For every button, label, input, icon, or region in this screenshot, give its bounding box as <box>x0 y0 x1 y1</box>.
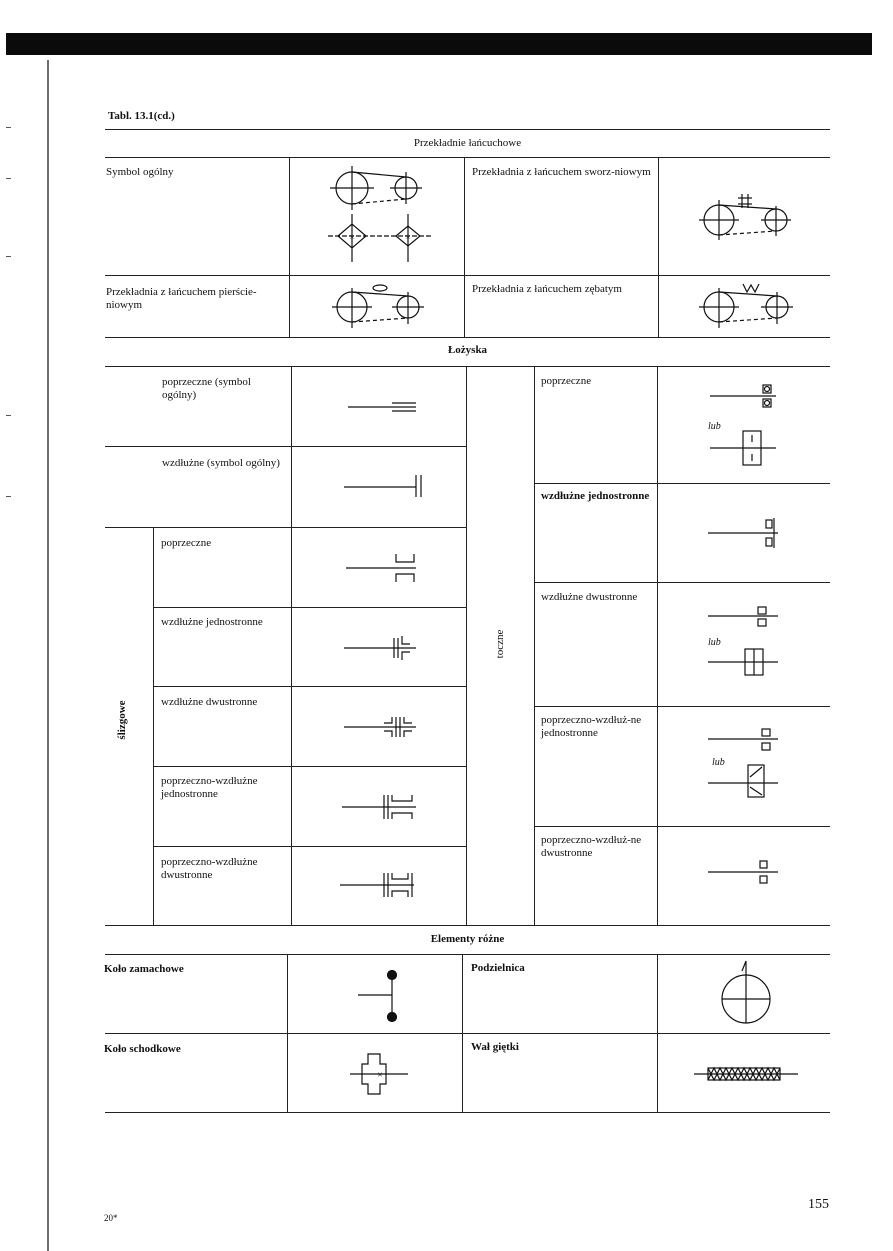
label-chain-pin: Przekładnia z łańcuchem sworz-niowym <box>472 166 651 178</box>
label-step-wheel: Koło schodkowe <box>104 1043 181 1055</box>
symbol-sliding-axial-single <box>292 608 466 686</box>
label-sliding-axial-double: wzdłużne dwustronne <box>161 696 258 708</box>
chain-general-symbol <box>290 158 464 275</box>
symbol-axial-general <box>292 447 466 527</box>
rule <box>105 925 830 926</box>
svg-text:×: × <box>349 232 355 242</box>
symbol-sliding-radial-axial-single <box>292 767 466 846</box>
svg-text:×: × <box>377 1070 383 1081</box>
section-title-chains: Przekładnie łańcuchowe <box>413 137 522 149</box>
margin-mark <box>6 178 11 179</box>
or-word: lub <box>708 421 721 432</box>
label-rolling-axial-double: wzdłużne dwustronne <box>541 591 638 603</box>
label-sliding: ślizgowe <box>116 700 128 740</box>
margin-mark <box>6 256 11 257</box>
or-word: lub <box>712 757 725 768</box>
label-rolling-axial-single: wzdłużne jednostronne <box>541 490 650 502</box>
symbol-radial-general <box>292 367 466 446</box>
label-flywheel: Koło zamachowe <box>104 963 184 975</box>
page-number: 155 <box>808 1197 829 1212</box>
symbol-divider <box>658 955 830 1033</box>
symbol-flexible-shaft <box>658 1034 830 1112</box>
symbol-flywheel <box>288 955 462 1033</box>
symbol-rolling-radial-axial-double <box>658 827 830 925</box>
col-rule <box>534 366 535 925</box>
label-sliding-radial-axial-double: poprzeczno-wzdłużne dwustronne <box>161 856 258 881</box>
symbol-rolling-radial-axial-single <box>658 707 830 826</box>
label-chain-ring: Przekładnia z łańcuchem pierście-niowym <box>106 286 257 311</box>
col-rule <box>153 527 154 925</box>
col-rule <box>464 157 465 337</box>
symbol-rolling-radial <box>658 367 830 483</box>
chain-pin-symbol <box>659 158 830 275</box>
symbol-sliding-radial-axial-double <box>292 847 466 925</box>
margin-mark <box>6 496 11 497</box>
scan-top-bar <box>6 33 872 55</box>
col-rule <box>466 366 467 925</box>
label-rolling-radial-axial-double: poprzeczno-wzdłuż-ne dwustronne <box>541 834 642 859</box>
page-left-edge <box>47 60 49 1251</box>
label-sliding-radial: poprzeczne <box>161 537 212 549</box>
svg-text:×: × <box>405 232 411 242</box>
or-word: lub <box>708 637 721 648</box>
label-sliding-radial-axial-single: poprzeczno-wzdłużne jednostronne <box>161 775 258 800</box>
symbol-step-wheel <box>288 1034 462 1112</box>
margin-mark <box>6 127 11 128</box>
symbol-sliding-axial-double <box>292 687 466 766</box>
rule <box>105 337 830 338</box>
label-rolling: toczne <box>494 629 506 659</box>
rule <box>105 129 830 130</box>
label-radial-general: poprzeczne (symbol ogólny) <box>162 376 251 401</box>
label-axial-general: wzdłużne (symbol ogólny) <box>162 457 280 469</box>
label-sliding-axial-single: wzdłużne jednostronne <box>161 616 263 628</box>
col-rule <box>462 954 463 1112</box>
section-title-misc: Elementy różne <box>430 933 505 945</box>
label-chain-toothed: Przekładnia z łańcuchem zębatym <box>472 283 622 295</box>
symbol-sliding-radial <box>292 528 466 607</box>
label-rolling-radial: poprzeczne <box>541 375 592 387</box>
symbol-rolling-axial-single <box>658 484 830 582</box>
table-caption: Tabl. 13.1(cd.) <box>108 110 175 122</box>
rule <box>105 1112 830 1113</box>
label-rolling-radial-axial-single: poprzeczno-wzdłuż-ne jednostronne <box>541 714 642 739</box>
symbol-rolling-axial-double <box>658 583 830 706</box>
chain-toothed-symbol <box>659 276 830 337</box>
label-chain-general: Symbol ogólny <box>106 166 174 178</box>
footer-mark: 20* <box>104 1213 118 1223</box>
margin-mark <box>6 415 11 416</box>
chain-ring-symbol <box>290 276 464 337</box>
label-flexible-shaft: Wał giętki <box>471 1041 519 1053</box>
label-divider: Podzielnica <box>471 962 525 974</box>
section-title-bearings: Łożyska <box>447 344 488 356</box>
